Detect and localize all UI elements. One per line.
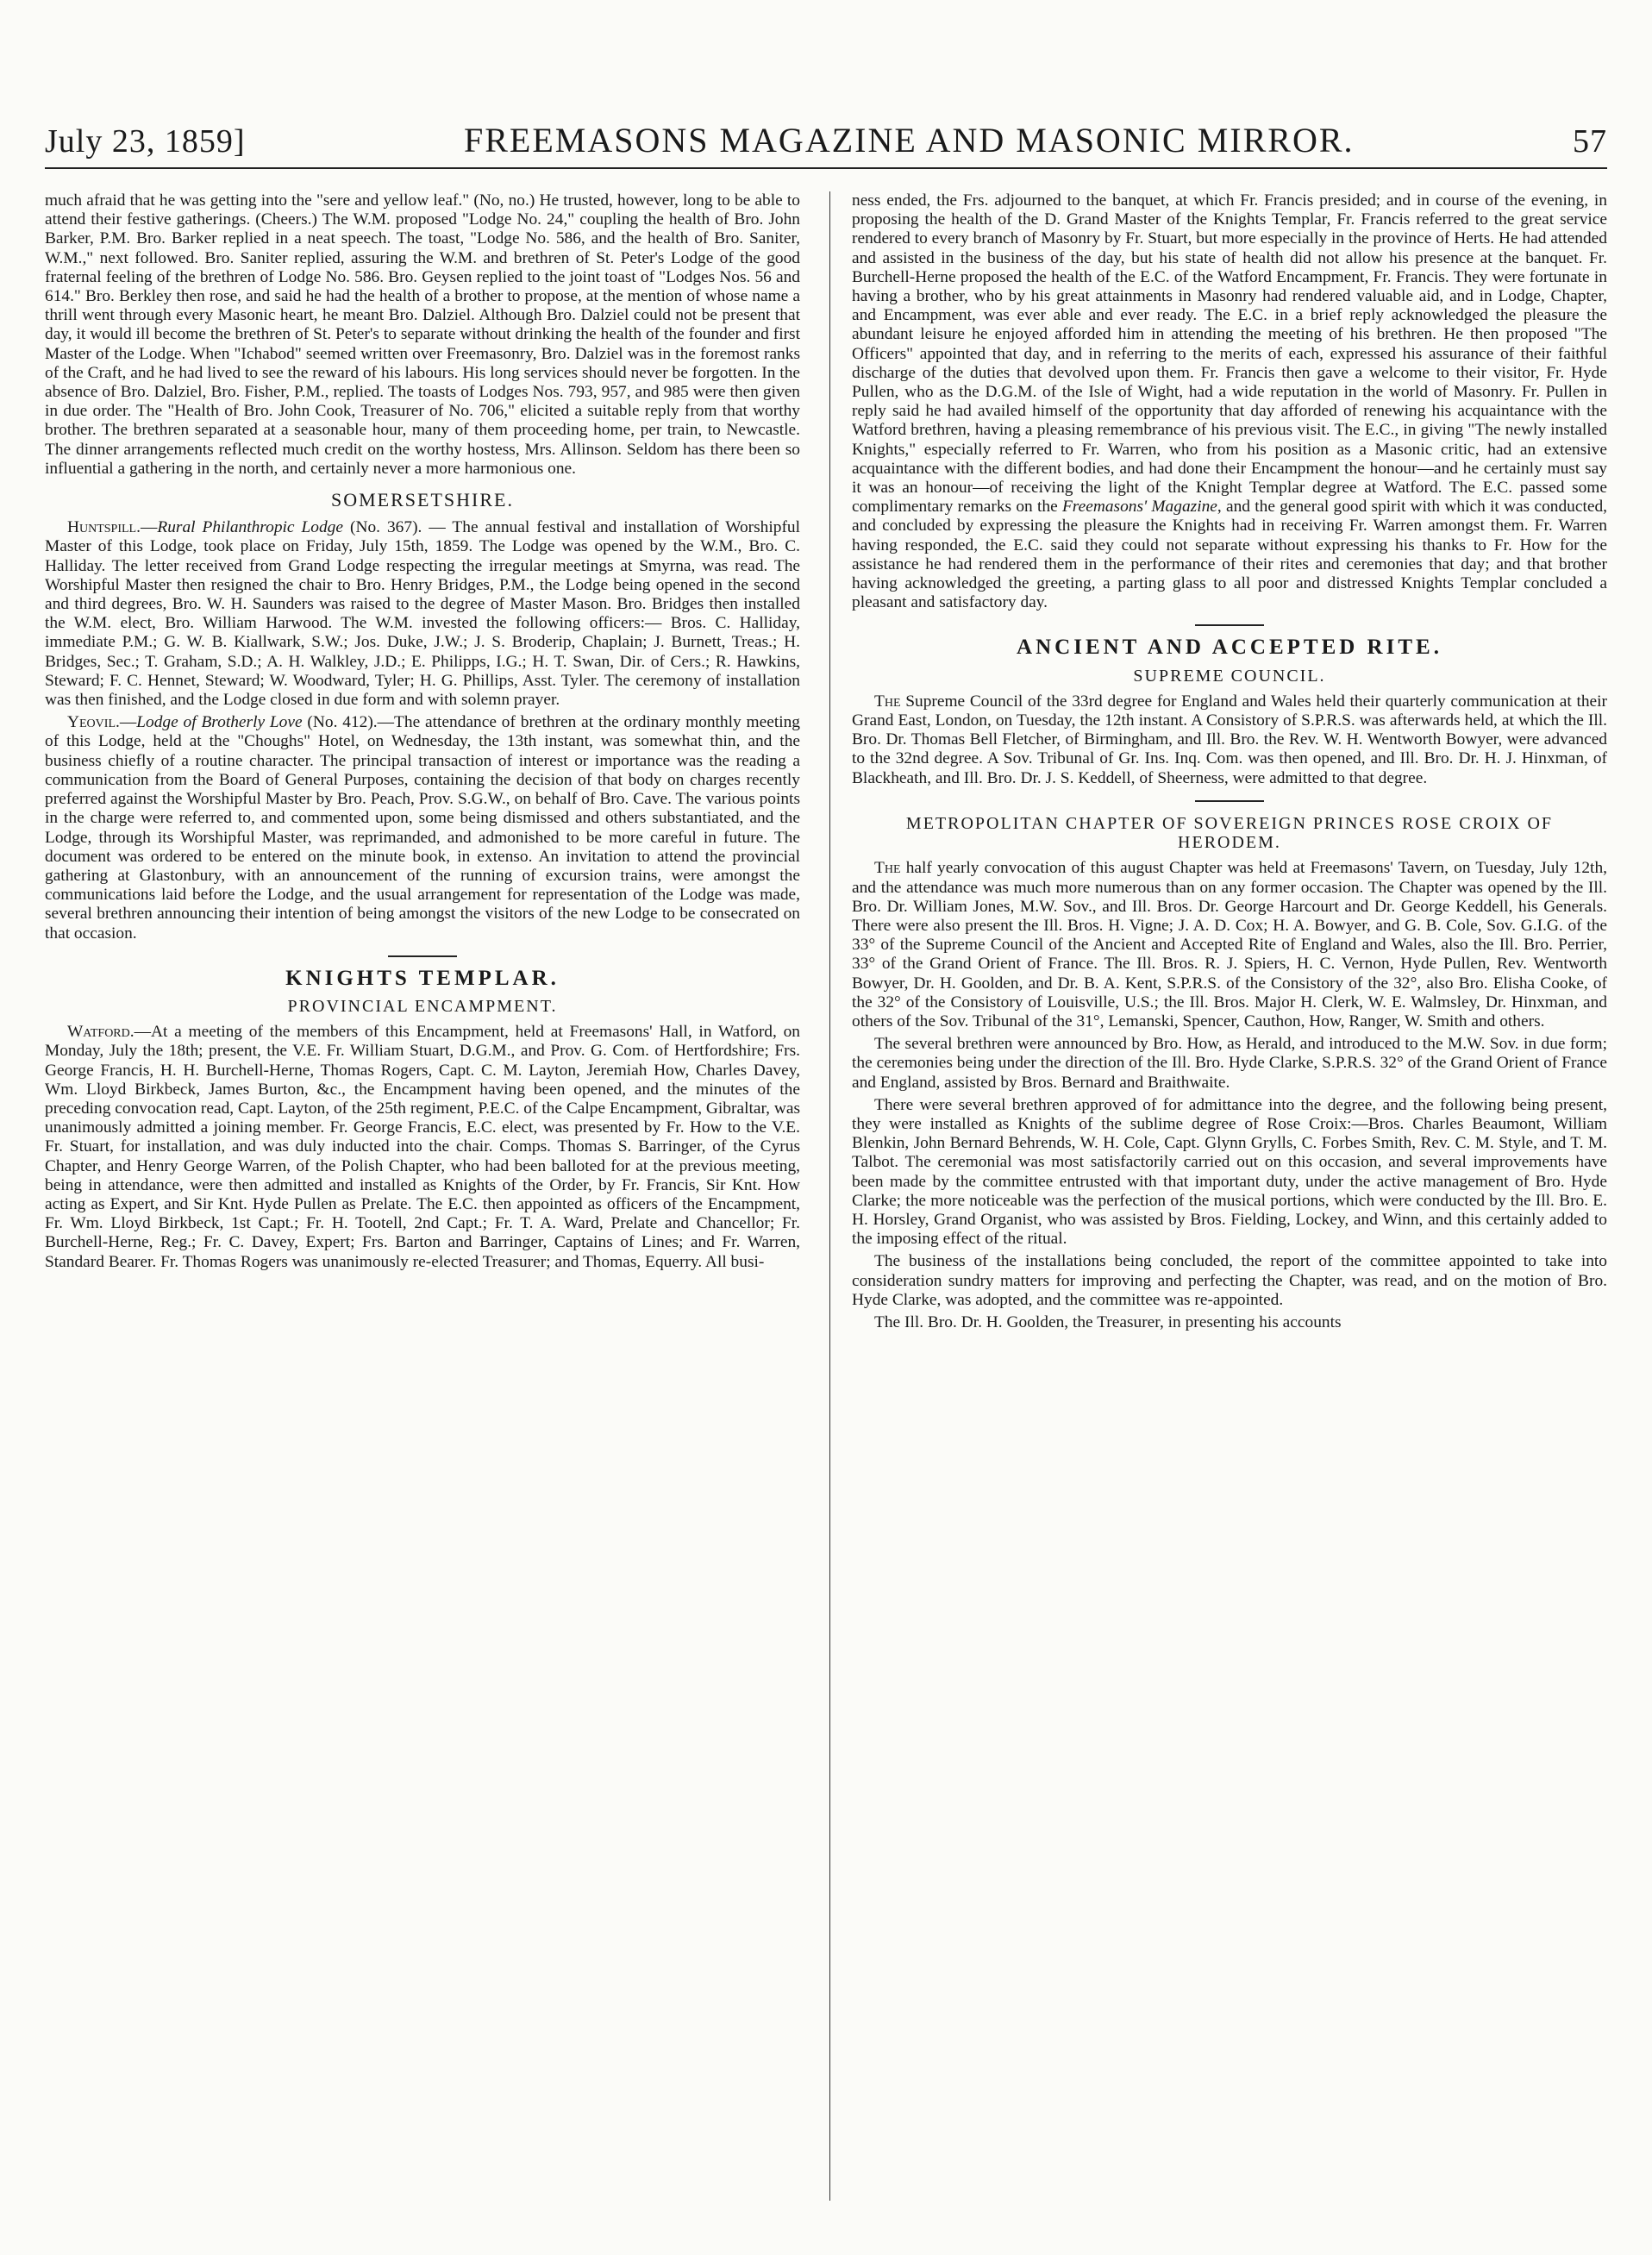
right-column: [852, 191, 1607, 2201]
yeovil-report: Yeovil.—Lodge of Brotherly Love (No. 412).—The attendance of brethren at the ordinary monthly meeting of this Lodge, held at the "Choughs" Hotel, on Wednesday, the 13th instant, was somewhat thin, and the business chiefly of a routine character. The principal transaction of interest or importance was the reading a communication from the Board of General Purposes, containing the decision of that body on charges recently preferred against the Worshipful Master by Bro. Peach, Prov. S.G.W., on behalf of Bro. Cave. The various points in the charge were referred to, and commented upon, some being dismissed and others substantiated, and the Lodge, through its Worshipful Master, was reprimanded, and admonished to be more careful in future. The document was ordered to be entered on the minute book, in extenso. An invitation to attend the provincial gathering at Glastonbury, with an announcement of the running of excursion trains, were amongst the communications laid before the Lodge, and the usual arrangement for representation of the Lodge was made, several brethren announcing their intention of being amongst the visitors of the new Lodge to be consecrated on that occasion.: [45, 713, 800, 943]
huntspill-lead: Huntspill.: [67, 518, 141, 537]
page-header: [45, 112, 1607, 169]
section-separator-3: [1195, 800, 1264, 802]
metropolitan-report-5: The Ill. Bro. Dr. H. Goolden, the Treasurer, in presenting his accounts: [874, 1312, 1342, 1331]
supreme-council-report: [852, 692, 1607, 788]
watford-report: [45, 1023, 800, 1272]
banquet-text: ness ended, the Frs. adjourned to the banquet, at which Fr. Francis presided; and in course of the evening, in proposing the health of the D. Grand Master of the Knights Templar, Fr. Francis referred to the great service rendered to every branch of Masonry by Fr. Stuart, but more especially in the province of Herts. He had attended and assisted in the business of the day, but his state of health did not allow his presence at the banquet. Fr. Burchell-Herne proposed the health of the E.C. of the Watford Encampment, Fr. Francis. They were fortunate in having a brother, who by his great attainments in Masonry had rendered valuable aid, and in Lodge, Chapter, and Encampment, was ever able and ever ready. The E.C. in a brief reply acknowledged the pleasure the abundant leisure he enjoyed afforded him in attending the meeting of his brethren. He then proposed "The Officers" appointed that day, and in referring to the merits of each, expressed his assurance of their faithful discharge of the duties that devolved upon them. Fr. Francis then gave a welcome to their visitor, Fr. Hyde Pullen, who as the D.G.M. of the Isle of Wight, had a wide reputation in the world of Masonry. Fr. Pullen in reply said he had availed himself of the opportunity that day afforded of renewing his acquaintance with the Watford brethren, having a pleasing remembrance of his previous visit. The E.C., in giving "The newly installed Knights," especially referred to Fr. Warren, who from his position as a Masonic critic, had an extensive acquaintance with the different bodies, and had done their Encampment the honour—and he certainly must say it was an honour—of receiving the light of the Knight Templar degree at Watford. The E.C. passed some complimentary remarks on the: [852, 191, 1607, 517]
page-number: 57: [1573, 123, 1607, 160]
issue-date: July 23, 1859]: [45, 123, 246, 160]
m1-body: half yearly convocation of this august Chapter was held at Freemasons' Tavern, on Tuesday, July 12th, and the attendance was much more numerous than on any former occasion. The Chapter was opened by the Ill. Bro. Dr. William Jones, M.W. Sov., and Ill. Bros. Dr. George Harcourt and Dr. George Keddell, his Generals. There were also present the Ill. Bros. H. Vigne; J. A. D. Cox; H. A. Bowyer, and G. B. Cole, Sov. G.I.G. of the 33° of the Supreme Council of the Ancient and Accepted Rite of England and Wales, also the Ill. Bro. Perrier, 33° of the Grand Orient of France. The Ill. Bros. R. J. Spiers, H. C. Vernon, Hyde Pullen, Rev. Wentworth Bowyer, Dr. H. Goolden, and Dr. B. A. Kent, S.P.R.S. of the Consistory of the 32°, also Bro. Elisha Cooke, of the 32° of the Consistory of Louisville, U.S.; the Ill. Bros. Major H. Clerk, W. E. Walmsley, Dr. Hinxman, and others of the Sov. Tribunal of the 31°, Lemanski, Spencer, Cauthon, How, Ranger, W. Smith and others.: [852, 859, 1607, 1030]
column-divider: [829, 191, 830, 2201]
watford-body: —At a meeting of the members of this Encampment, held at Freemasons' Hall, in Watford, on Monday, July the 18th; present, the V.E. Fr. William Stuart, D.G.M., and Prov. G. Com. of Hertfordshire; Frs. George Francis, H. H. Burchell-Herne, Thomas Rogers, Capt. C. M. Layton, Jeremiah How, Charles Davey, Wm. Lloyd Birkbeck, James Burton, &c., the Encampment having been opened, and the minutes of the preceding convocation read, Capt. Layton, of the 25th regiment, P.E.C. of the Calpe Encampment, Gibraltar, was unanimously admitted a joining member. Fr. George Francis, E.C. elect, was presented by Fr. How to the V.E. Fr. Stuart, for installation, and was duly inducted into the chair. Comps. Thomas S. Barringer, of the Cyrus Chapter, and Henry George Warren, of the Polish Chapter, who had been balloted for at the previous meeting, being in attendance, were then admitted and installed as Knights of the Order, by Fr. Francis, Sir Knt. How acting as Expert, and Sir Knt. Hyde Pullen as Prelate. The E.C. then appointed as officers of the Encampment, Fr. Wm. Lloyd Birkbeck, 1st Capt.; Fr. H. Tootell, 2nd Capt.; Fr. T. A. Ward, Prelate and Chancellor; Fr. Burchell-Herne, Reg.; Fr. C. Davey, Expert; Frs. Barton and Barringer, Captains of Lines; and Fr. Warren, Standard Bearer. Fr. Thomas Rogers was unanimously re-elected Treasurer; and Thomas, Equerry. All busi-: [45, 1023, 800, 1271]
continued-report: much afraid that he was getting into the "sere and yellow leaf." (No, no.) He trusted, however, long to be able to attend their festive gatherings. (Cheers.) The W.M. proposed "Lodge No. 24," coupling the health of Bro. John Barker, P.M. Bro. Barker replied in a neat speech. The toast, "Lodge No. 586, and the health of Bro. Saniter, W.M.," next followed. Bro. Saniter replied, assuring the W.M. and brethren of St. Peter's Lodge of the good fraternal feeling of the brethren of Lodge No. 586. Bro. Geysen replied to the joint toast of "Lodges Nos. 56 and 614." Bro. Berkley then rose, and said he had the health of a brother to propose, at the mention of whose name a thrill went through every Masonic heart, he meant Bro. Dalziel. Although Bro. Dalziel could not be present that day, it would ill become the brethren of St. Peter's to separate without drinking the health of the founder and first Master of the Lodge. When "Ichabod" seemed written over Freemasonry, Bro. Dalziel was in the foremost ranks of the Craft, and he had lived to see the reward of his labours. His long services should never be forgotten. In the absence of Bro. Dalziel, Bro. Fisher, P.M., replied. The toasts of Lodges Nos. 793, 957, and 985 were then given in due order. The "Health of Bro. John Cook, Treasurer of No. 706," elicited a suitable reply from that worthy brother. The brethren separated at a seasonable hour, many of them proceeding home, per train, to Newcastle. The dinner arrangements reflected much credit on the worthy hostess, Mrs. Allinson. Seldom has there been so influential a gathering in the north, and certainly never a more harmonious one.: [45, 191, 800, 478]
somersetshire-heading: SOMERSETSHIRE.: [331, 489, 514, 511]
banquet-report: [852, 191, 1607, 612]
sc-body: Supreme Council of the 33rd degree for England and Wales held their quarterly communication at their Grand East, London, on Tuesday, the 12th instant. A Consistory of S.P.R.S. was afterwards held, at which the Ill. Bro. Dr. Thomas Bell Fletcher, of Birmingham, and Ill. Bro. the Rev. W. H. Wentworth Bowyer, were advanced to the 32nd degree. A Sov. Tribunal of Gr. Ins. Inq. Com. was then opened, and Ill. Bro. Dr. H. J. Hinxman, of Blackheath, and Ill. Bro. Dr. J. S. Keddell, of Sheerness, were admitted to that degree.: [852, 692, 1607, 787]
section-separator-2: [1195, 624, 1264, 626]
ancient-accepted-rite-heading: ANCIENT AND ACCEPTED RITE.: [1017, 636, 1442, 660]
masthead-title: FREEMASONS MAGAZINE AND MASONIC MIRROR.: [463, 121, 1355, 160]
watford-lead: Watford.: [67, 1023, 135, 1042]
yeovil-body: (No. 412).—The attendance of brethren at the ordinary monthly meeting of this Lodge, held at the "Choughs" Hotel, on Wednesday, the 13th instant, was somewhat thin, and the business chiefly of a routine character. The principal transaction of interest or importance was the reading a communication from the Board of General Purposes, containing the decision of that body on charges recently preferred against the Worshipful Master by Bro. Peach, Prov. S.G.W., on behalf of Bro. Cave. The various points in the charge were referred to, and commented upon, some being dismissed and others substantiated, and the Lodge, through its Worshipful Master, was reprimanded, and admonished to be more careful in future. The document was ordered to be entered on the minute book, in extenso. An invitation to attend the provincial gathering at Glastonbury, with an announcement of the running of excursion trains, were amongst the communications laid before the Lodge, and the usual arrangement for representation of the Lodge was made, several brethren announcing their intention of being amongst the visitors of the new Lodge to be consecrated on that occasion.: [45, 713, 800, 943]
supreme-council-heading: SUPREME COUNCIL.: [1133, 666, 1326, 686]
metropolitan-chapter-heading: METROPOLITAN CHAPTER OF SOVEREIGN PRINCES ROSE CROIX OF HERODEM.: [905, 813, 1554, 853]
huntspill-report: Huntspill.—Rural Philanthropic Lodge (No. 367). — The annual festival and installation of Worshipful Master of this Lodge, took place on Friday, July 15th, 1859. The Lodge was opened by the W.M., Bro. C. Halliday. The letter received from Grand Lodge respecting the irregular meetings at Smyrna, was read. The Worshipful Master then resigned the chair to Bro. Henry Bridges, P.M., the Lodge being opened in the second and third degrees, Bro. W. H. Saunders was raised to the degree of Master Mason. Bro. Bridges then installed the W.M. elect, Bro. William Harwood. The W.M. invested the following officers:— Bros. C. Halliday, immediate P.M.; G. W. B. Kiallwark, S.W.; Jos. Duke, J.W.; J. S. Broderip, Chaplain; J. Burnett, Treas.; H. Bridges, Sec.; T. Graham, S.D.; A. H. Walkley, J.D.; E. Philipps, I.G.; H. T. Swan, Dir. of Cers.; R. Hawkins, Steward; F. C. Hennet, Steward; W. Woodward, Tyler; H. G. Phillips, Asst. Tyler. The ceremony of installation was then finished, and the Lodge closed in due form and with solemn prayer.: [45, 518, 800, 710]
magazine-title-ref: Freemasons' Magazine: [1061, 498, 1217, 517]
huntspill-body: (No. 367). — The annual festival and installation of Worshipful Master of this Lodge, took place on Friday, July 15th, 1859. The Lodge was opened by the W.M., Bro. C. Halliday. The letter received from Grand Lodge respecting the irregular meetings at Smyrna, was read. The Worshipful Master then resigned the chair to Bro. Henry Bridges, P.M., the Lodge being opened in the second and third degrees, Bro. W. H. Saunders was raised to the degree of Master Mason. Bro. Bridges then installed the W.M. elect, Bro. William Harwood. The W.M. invested the following officers:— Bros. C. Halliday, immediate P.M.; G. W. B. Kiallwark, S.W.; Jos. Duke, J.W.; J. S. Broderip, Chaplain; J. Burnett, Treas.; H. Bridges, Sec.; T. Graham, S.D.; A. H. Walkley, J.D.; E. Philipps, I.G.; H. T. Swan, Dir. of Cers.; R. Hawkins, Steward; F. C. Hennet, Steward; W. Woodward, Tyler; H. G. Phillips, Asst. Tyler. The ceremony of installation was then finished, and the Lodge closed in due form and with solemn prayer.: [45, 518, 800, 710]
knights-templar-heading: KNIGHTS TEMPLAR.: [285, 966, 560, 990]
yeovil-lodge-name: Lodge of Brotherly Love: [136, 713, 303, 732]
metropolitan-report-4: The business of the installations being concluded, the report of the committee appointed to take into consideration sundry matters for improving and perfecting the Chapter, was read, and on the motion of Bro. Hyde Clarke, was adopted, and the committee was re-appointed.: [852, 1252, 1607, 1309]
yeovil-lead: Yeovil.: [67, 713, 120, 732]
metropolitan-report-2: The several brethren were announced by Bro. How, as Herald, and introduced to the M.W. Sov. in due form; the ceremonies being under the direction of the Ill. Bro. Hyde Clarke, S.P.R.S. 32° of the Grand Orient of France and England, assisted by Bros. Bernard and Braithwaite.: [852, 1035, 1607, 1092]
sc-lead: The: [874, 692, 901, 711]
provincial-encampment-heading: PROVINCIAL ENCAMPMENT.: [287, 996, 558, 1016]
huntspill-lodge-name: Rural Philanthropic Lodge: [157, 518, 343, 537]
m1-lead: The: [874, 859, 901, 878]
metropolitan-report-3: There were several brethren approved of for admittance into the degree, and the following being present, they were installed as Knights of the sublime degree of Rose Croix:—Bros. Charles Beaumont, William Blenkin, John Bernard Behrends, W. H. Cole, Capt. Glynn Grylls, C. Forbes Smith, Rev. C. M. Style, and T. M. Talbot. The ceremonial was most satisfactorily carried out on this occasion, and several improvements have been made by the committee entrusted with that important duty, under the active management of Bro. Hyde Clarke; the more noticeable was the perfection of the musical portions, which were conducted by the Ill. Bro. E. H. Horsley, Grand Organist, who was assisted by Bros. Fielding, Lockey, and Winn, and this certainly added to the imposing effect of the ritual.: [852, 1095, 1607, 1249]
section-separator: [388, 955, 457, 957]
banquet-text-end: , and the general good spirit with which it was conducted, and concluded by expressing the pleasure the Knights had in receiving Fr. Warren amongst them. Fr. Warren having responded, the E.C. said they could not separate without expressing his thanks to Fr. How for the assistance he had rendered them in the performance of their rites and ceremonies that day; and that brother having acknowledged the greeting, a parting glass to all poor and distressed Knights Templar concluded a pleasant and satisfactory day.: [852, 498, 1607, 612]
left-column: [45, 191, 800, 2201]
metropolitan-report-1: [852, 859, 1607, 1031]
